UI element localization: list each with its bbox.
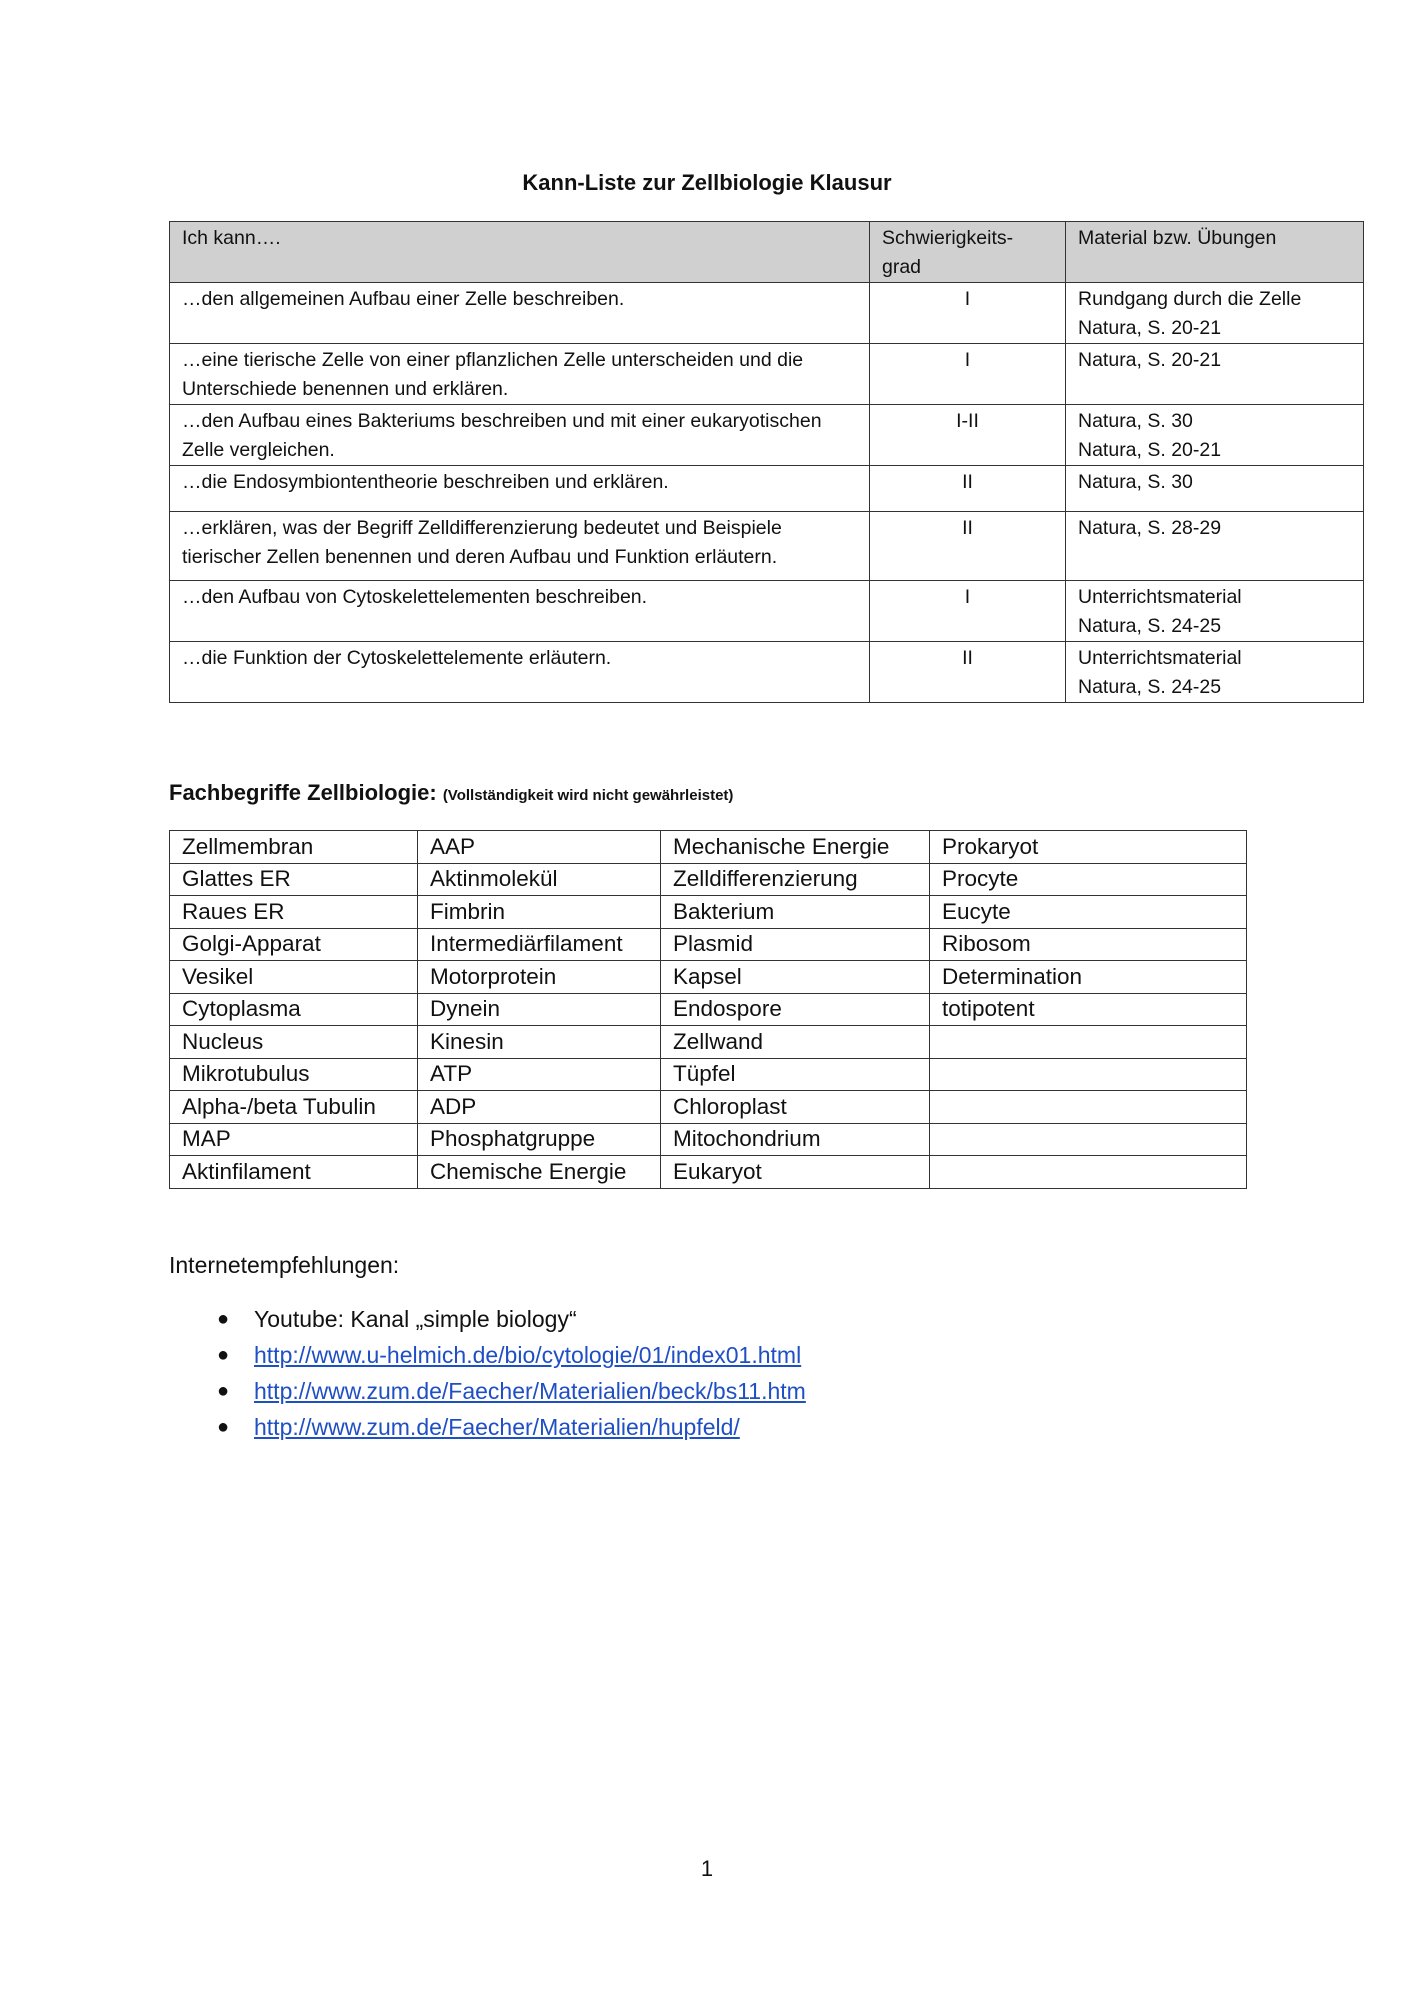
competence-text: …den Aufbau eines Bakteriums beschreiben und mit einer eukaryotischen Zelle vergleichen. [170, 405, 870, 466]
term-cell: Chemische Energie [418, 1156, 661, 1189]
term-cell [930, 1026, 1247, 1059]
term-cell: Nucleus [170, 1026, 418, 1059]
table-row [170, 581, 1364, 642]
material-entry: Natura, S. 20-21 [1078, 439, 1222, 461]
term-cell: Vesikel [170, 961, 418, 994]
material-entry: Unterrichtsmaterial [1078, 586, 1242, 608]
term-cell: Glattes ER [170, 863, 418, 896]
youtube-recommendation: Youtube: Kanal „simple biology“ [254, 1306, 577, 1332]
term-cell: Tüpfel [661, 1058, 930, 1091]
term-cell: Dynein [418, 993, 661, 1026]
material-entry: Natura, S. 24-25 [1078, 615, 1222, 637]
terms-heading [169, 780, 733, 806]
competence-text: …die Funktion der Cytoskelettelemente erläutern. [170, 642, 870, 703]
term-cell: Chloroplast [661, 1091, 930, 1124]
term-cell: Aktinmolekül [418, 863, 661, 896]
term-cell: Mechanische Energie [661, 831, 930, 864]
competence-text: …den allgemeinen Aufbau einer Zelle beschreiben. [170, 283, 870, 344]
term-cell: ATP [418, 1058, 661, 1091]
terms-heading-text: Fachbegriffe Zellbiologie: [169, 780, 437, 805]
difficulty-level: I-II [870, 405, 1066, 466]
difficulty-level: I [870, 581, 1066, 642]
term-cell: Zelldifferenzierung [661, 863, 930, 896]
material-cell [1066, 581, 1364, 642]
material-entry: Natura, S. 20-21 [1078, 317, 1222, 339]
table-row [170, 283, 1364, 344]
term-cell: Raues ER [170, 896, 418, 929]
material-cell [1066, 344, 1364, 405]
difficulty-level: I [870, 283, 1066, 344]
difficulty-level: II [870, 466, 1066, 512]
competence-text: …den Aufbau von Cytoskelettelementen beschreiben. [170, 581, 870, 642]
competence-text: …erklären, was der Begriff Zelldifferenzierung bedeutet und Beispiele tierischer Zellen benennen und deren Aufbau und Funktion erläutern. [170, 512, 870, 581]
material-cell [1066, 642, 1364, 703]
term-cell: Endospore [661, 993, 930, 1026]
table-row [170, 512, 1364, 581]
term-cell: Mikrotubulus [170, 1058, 418, 1091]
term-cell: MAP [170, 1123, 418, 1156]
internet-link[interactable]: http://www.zum.de/Faecher/Materialien/beck/bs11.htm [254, 1378, 806, 1404]
term-cell: Kinesin [418, 1026, 661, 1059]
material-cell [1066, 512, 1364, 581]
term-cell: Zellwand [661, 1026, 930, 1059]
header-schwierigkeitsgrad: Schwierigkeits- grad [870, 222, 1066, 283]
difficulty-level: II [870, 642, 1066, 703]
term-cell: totipotent [930, 993, 1247, 1026]
competence-text: …die Endosymbiontentheorie beschreiben und erklären. [170, 466, 870, 512]
internet-link[interactable]: http://www.zum.de/Faecher/Materialien/hupfeld/ [254, 1414, 740, 1440]
table-row [170, 1156, 1247, 1189]
term-cell: Ribosom [930, 928, 1247, 961]
material-entry: Natura, S. 28-29 [1078, 517, 1222, 539]
internet-links-list [169, 1302, 806, 1446]
material-entry: Natura, S. 30 [1078, 410, 1193, 432]
term-cell: Determination [930, 961, 1247, 994]
term-cell: Mitochondrium [661, 1123, 930, 1156]
term-cell: Prokaryot [930, 831, 1247, 864]
table-row [170, 896, 1247, 929]
term-cell: Cytoplasma [170, 993, 418, 1026]
material-entry: Natura, S. 20-21 [1078, 349, 1222, 371]
kann-liste-table [169, 221, 1364, 703]
difficulty-level: I [870, 344, 1066, 405]
document-title: Kann-Liste zur Zellbiologie Klausur [522, 170, 892, 195]
term-cell: Intermediärfilament [418, 928, 661, 961]
table-row [170, 863, 1247, 896]
term-cell: Plasmid [661, 928, 930, 961]
term-cell [930, 1123, 1247, 1156]
term-cell: Golgi-Apparat [170, 928, 418, 961]
table-row [170, 642, 1364, 703]
table-row [170, 405, 1364, 466]
table-row [170, 928, 1247, 961]
term-cell: Motorprotein [418, 961, 661, 994]
material-entry: Unterrichtsmaterial [1078, 647, 1242, 669]
list-item [169, 1410, 806, 1446]
table-row [170, 1058, 1247, 1091]
bullet-icon: ● [217, 1344, 230, 1366]
material-cell [1066, 405, 1364, 466]
term-cell: ADP [418, 1091, 661, 1124]
material-entry: Rundgang durch die Zelle [1078, 288, 1302, 310]
competence-text: …eine tierische Zelle von einer pflanzlichen Zelle unterscheiden und die Unterschiede benennen und erklären. [170, 344, 870, 405]
material-cell [1066, 283, 1364, 344]
term-cell: Bakterium [661, 896, 930, 929]
term-cell: Procyte [930, 863, 1247, 896]
table-row [170, 1091, 1247, 1124]
header-ich-kann: Ich kann…. [170, 222, 870, 283]
table-row [170, 344, 1364, 405]
page-number: 1 [700, 1856, 714, 1881]
material-entry: Natura, S. 30 [1078, 471, 1193, 493]
difficulty-level: II [870, 512, 1066, 581]
table-row [170, 961, 1247, 994]
term-cell: Aktinfilament [170, 1156, 418, 1189]
internet-link[interactable]: http://www.u-helmich.de/bio/cytologie/01/index01.html [254, 1342, 802, 1368]
header-material: Material bzw. Übungen [1066, 222, 1364, 283]
list-item [169, 1338, 806, 1374]
table-row [170, 831, 1247, 864]
table-row [170, 466, 1364, 512]
list-item [169, 1374, 806, 1410]
term-cell: Eucyte [930, 896, 1247, 929]
term-cell [930, 1156, 1247, 1189]
bullet-icon: ● [217, 1380, 230, 1402]
bullet-icon: ● [217, 1416, 230, 1438]
table-header-row [170, 222, 1364, 283]
term-cell [930, 1058, 1247, 1091]
table-row [170, 993, 1247, 1026]
term-cell: Phosphatgruppe [418, 1123, 661, 1156]
material-cell [1066, 466, 1364, 512]
term-cell: Alpha-/beta Tubulin [170, 1091, 418, 1124]
term-cell: Zellmembran [170, 831, 418, 864]
bullet-icon: ● [217, 1308, 230, 1330]
terms-heading-note: (Vollständigkeit wird nicht gewährleistet) [442, 787, 734, 804]
material-entry: Natura, S. 24-25 [1078, 676, 1222, 698]
internet-heading: Internetempfehlungen: [169, 1252, 400, 1278]
table-row [170, 1123, 1247, 1156]
term-cell: Kapsel [661, 961, 930, 994]
term-cell: Fimbrin [418, 896, 661, 929]
term-cell [930, 1091, 1247, 1124]
list-item [169, 1302, 806, 1338]
table-row [170, 1026, 1247, 1059]
fachbegriffe-table [169, 830, 1247, 1189]
term-cell: Eukaryot [661, 1156, 930, 1189]
term-cell: AAP [418, 831, 661, 864]
